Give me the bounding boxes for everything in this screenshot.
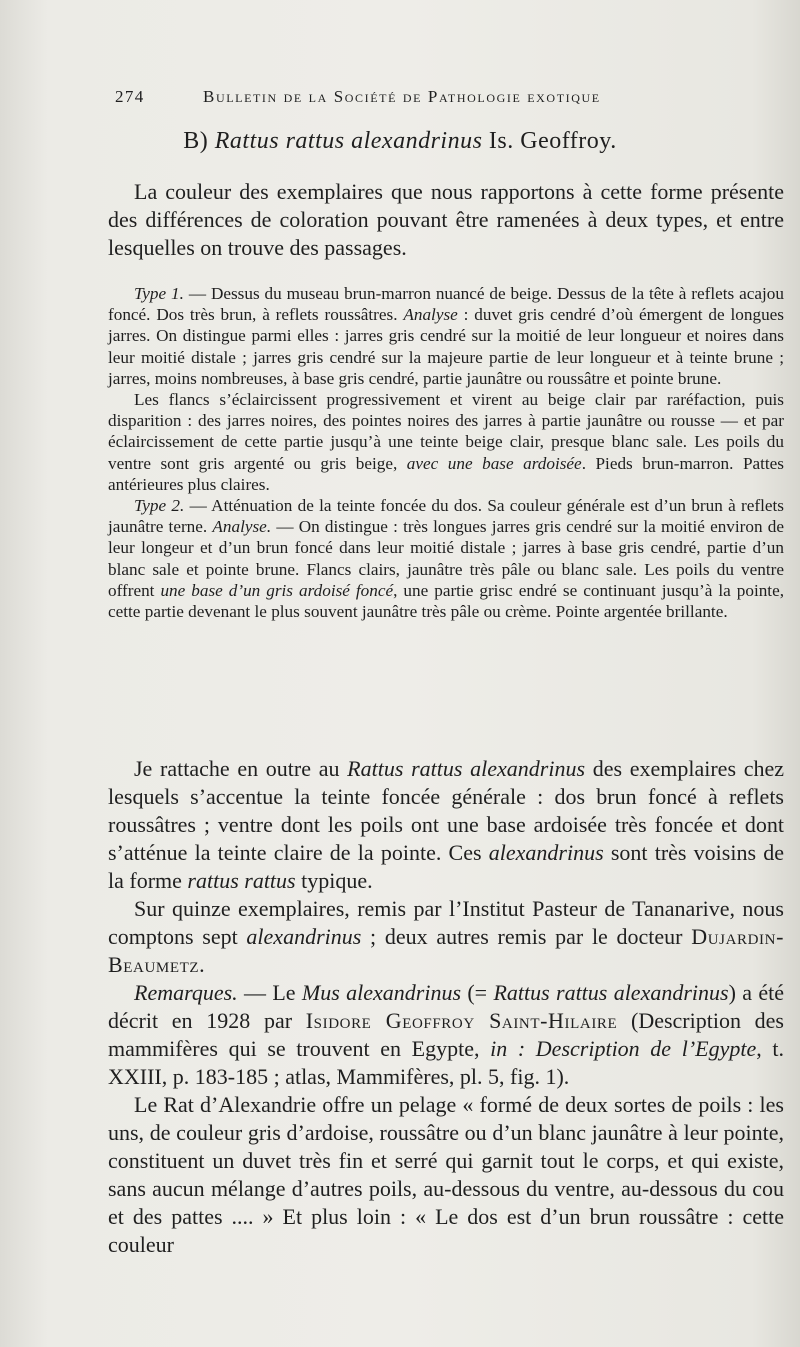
type2-emphasis: une base d’un gris ardoisé foncé <box>160 580 394 600</box>
type1-label: Type 1. <box>134 284 184 303</box>
page-number: 274 <box>115 87 145 106</box>
type1-analyse-label: Analyse <box>403 305 458 325</box>
work-title: in : Description de l’Egypte <box>490 1036 757 1061</box>
person-name: Dujardin-Beaumetz <box>108 924 785 977</box>
section-label: B) <box>183 128 209 154</box>
section-heading <box>0 128 800 155</box>
description-block <box>108 283 784 622</box>
remarques-paragraph: Remarques. — Le Mus alexandrinus (= Rattus rattus alexandrinus) a été décrit en 1928 par Isidore Geoffroy Saint-Hilaire (Description des mammifères qui se trouvent en Egypte, in : Description de l’Egypte, t. XXIII, p. 183-185 ; atlas, Mammifères, pl. 5, fig. 1). <box>108 980 784 1089</box>
flancs-paragraph: Les flancs s’éclaircissent progressivement et virent au beige clair par raréfaction, puis disparition : des jarres noires, des pointes noires des jarres à partie jaunâtre ou rousse — et par éclaircissement de cette partie jusqu’à une teinte beige clair, presque blanc sale. Les poils du ventre sont gris argenté ou gris beige, avec une base ardoisée. Pieds brun-marron. Pattes antérieures plus claires. <box>108 390 785 494</box>
section-author: Is. Geoffroy. <box>488 128 617 154</box>
type2-paragraph: Type 2. — Atténuation de la teinte foncée du dos. Sa couleur générale est d’un brun à reflets jaunâtre terne. Analyse. — On distingue : très longues jarres gris cendré sur la moitié environ de leur longeur et d’un brun foncé dans leur moitié distale ; jarres à base gris cendré, partie d’un blanc sale et pointe brune. Flancs clairs, jaunâtre très pâle ou blanc sale. Les poils du ventre offrent une base d’un gris ardoisé foncé, une partie grisc endré se continuant jusqu’à la pointe, cette partie devenant le plus souvent jaunâtre très pâle ou crème. Pointe argentée brillante. <box>108 496 785 622</box>
author-name: Isidore Geoffroy Saint-Hilaire <box>305 1008 618 1033</box>
quinze-paragraph: Sur quinze exemplaires, remis par l’Institut Pasteur de Tananarive, nous comptons sept alexandrinus ; deux autres remis par le docteur Dujardin-Beaumetz. <box>108 896 785 977</box>
type2-label: Type 2. <box>134 496 185 516</box>
type1-paragraph: Type 1. — Dessus du museau brun-marron nuancé de beige. Dessus de la tête à reflets acajou foncé. Dos très brun, à reflets roussâtres. Analyse : duvet gris cendré d’où émergent de longues jarres. On distingue parmi elles : jarres gris cendré sur la moitié de leur longueur et noires dans leur moitié distale ; jarres gris cendré sur la majeure partie de leur longueur et à teinte brune ; jarres, moins nombreuses, à base gris cendré, partie jaunâtre ou roussâtre et pointe brune. <box>108 284 784 388</box>
intro-paragraph: La couleur des exemplaires que nous rapportons à cette forme présente des différences de coloration pouvant être ramenées à deux types, et entre lesquelles on trouve des passages. <box>108 179 784 260</box>
remarques-label: Remarques. <box>134 980 238 1005</box>
rat-paragraph: Le Rat d’Alexandrie offre un pelage « formé de deux sortes de poils : les uns, de couleur gris d’ardoise, roussâtre ou d’un blanc jaunâtre à leur pointe, constituent un duvet très fin et serré qui garnit tout le corps, et qui existe, sans aucun mélange d’autres poils, au-dessous du ventre, au-dessous du cou et des pattes .... » Et plus loin : « Le dos est d’un brun roussâtre : cette couleur <box>108 1092 784 1257</box>
rattache-paragraph: Je rattache en outre au Rattus rattus alexandrinus des exemplaires chez lesquels s’accentue la teinte foncée générale : dos brun foncé à reflets roussâtres ; ventre dont les poils ont une base ardoisée très foncée et dont s’atténue la teinte claire de la pointe. Ces alexandrinus sont très voisins de la forme rattus rattus typique. <box>108 756 784 893</box>
flancs-emphasis: avec une base ardoisée <box>406 453 582 473</box>
type2-analyse-label: Analyse. <box>212 517 272 537</box>
main-text <box>108 755 784 1259</box>
journal-title: Bulletin de la Société de Pathologie exotique <box>203 87 601 106</box>
section-taxon: Rattus rattus alexandrinus <box>214 128 483 154</box>
